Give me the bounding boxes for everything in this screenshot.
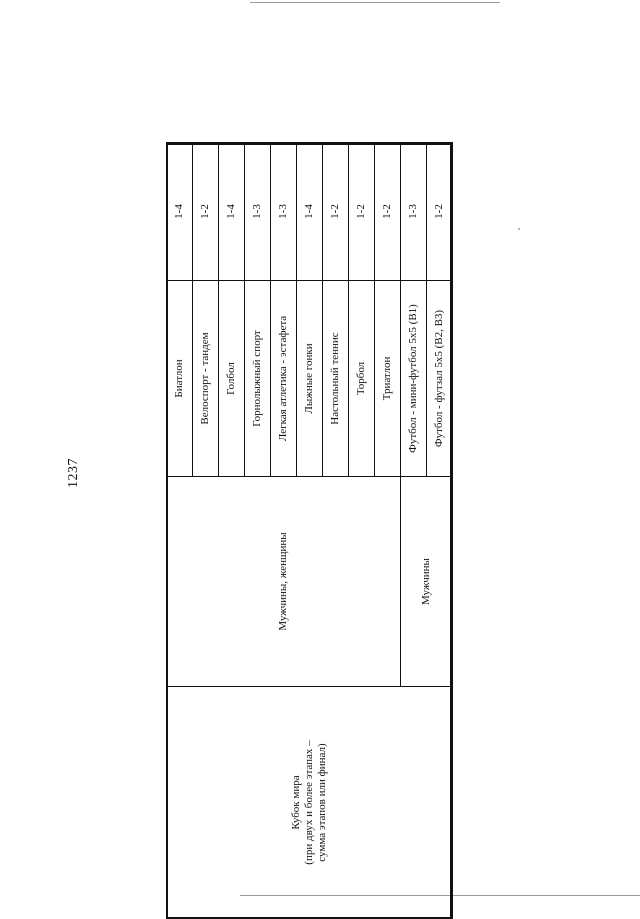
sport-cell: Велоспорт - тандем bbox=[193, 281, 219, 477]
sport-cell: Футбол - футзал 5х5 (В2, В3) bbox=[427, 281, 453, 477]
group-cell: Мужчины bbox=[401, 477, 453, 687]
places-cell: 1-3 bbox=[245, 143, 271, 281]
competition-title: Кубок мира bbox=[290, 775, 302, 830]
places-cell: 1-4 bbox=[297, 143, 323, 281]
places-cell: 1-2 bbox=[427, 143, 453, 281]
table-row bbox=[167, 143, 193, 919]
group-cell: Мужчины, женщины bbox=[167, 477, 401, 687]
sport-cell: Лыжные гонки bbox=[297, 281, 323, 477]
places-cell: 1-2 bbox=[323, 143, 349, 281]
sport-cell: Триатлон bbox=[375, 281, 401, 477]
places-cell: 1-4 bbox=[219, 143, 245, 281]
scan-speck bbox=[518, 228, 520, 230]
results-table-rotated bbox=[166, 143, 452, 919]
sport-cell: Настольный теннис bbox=[323, 281, 349, 477]
places-cell: 1-2 bbox=[375, 143, 401, 281]
sport-cell: Голбол bbox=[219, 281, 245, 477]
sport-cell: Биатлон bbox=[167, 281, 193, 477]
page-number: 1237 bbox=[66, 458, 81, 488]
places-cell: 1-3 bbox=[271, 143, 297, 281]
competition-note-line-1: (при двух и более этапах – bbox=[303, 740, 315, 865]
competition-cell bbox=[167, 687, 453, 919]
sport-cell: Горнолыжный спорт bbox=[245, 281, 271, 477]
places-cell: 1-4 bbox=[167, 143, 193, 281]
sport-cell: Легкая атлетика - эстафета bbox=[271, 281, 297, 477]
places-cell: 1-2 bbox=[349, 143, 375, 281]
results-table bbox=[166, 142, 453, 919]
scan-edge-line-top bbox=[250, 2, 500, 3]
places-cell: 1-3 bbox=[401, 143, 427, 281]
sport-cell: Торбол bbox=[349, 281, 375, 477]
places-cell: 1-2 bbox=[193, 143, 219, 281]
sport-cell: Футбол - мини-футбол 5х5 (В1) bbox=[401, 281, 427, 477]
competition-note-line-2: сумма этапов или финал) bbox=[316, 743, 328, 862]
